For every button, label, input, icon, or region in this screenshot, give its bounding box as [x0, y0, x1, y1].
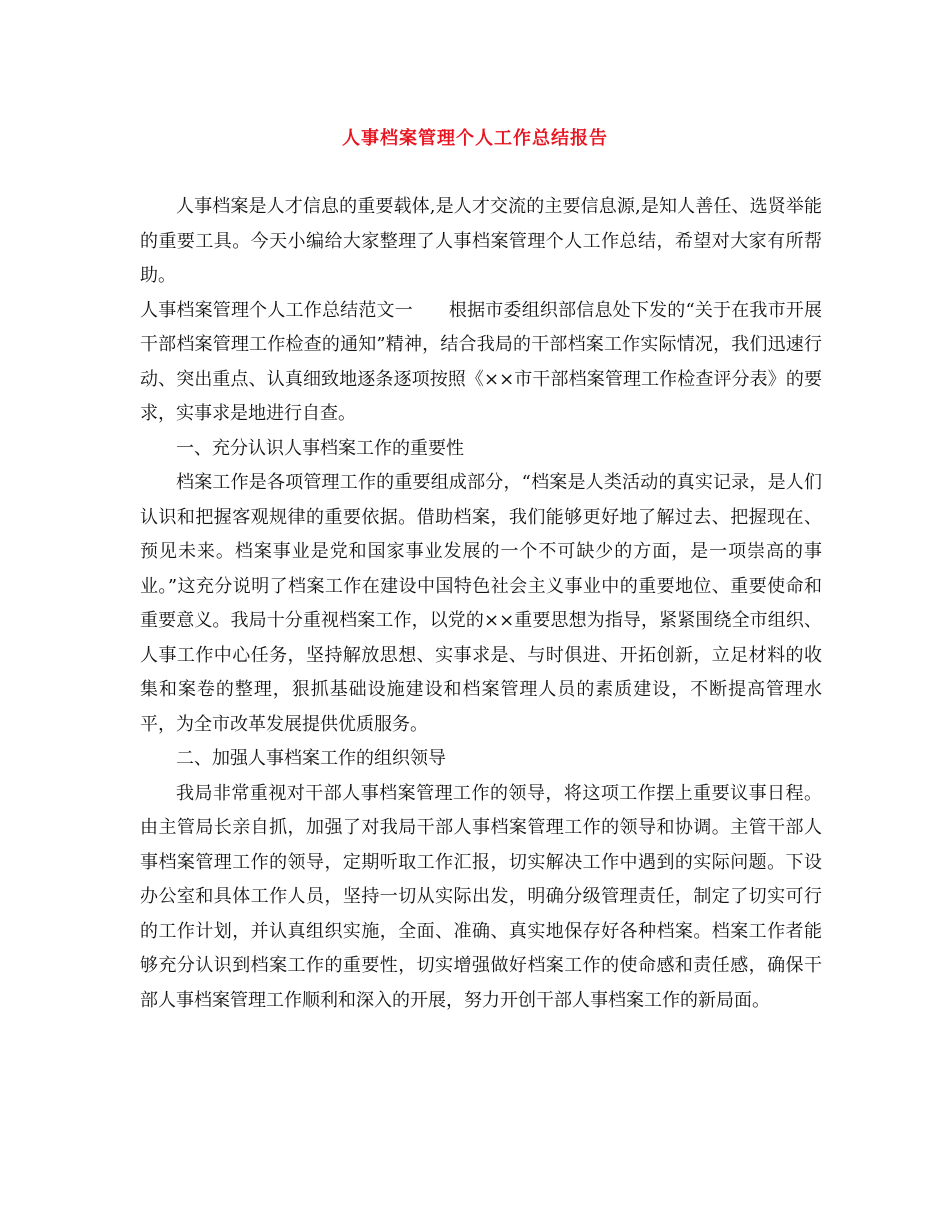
- example-title: 人事档案管理个人工作总结范文一: [140, 299, 413, 321]
- example-body: 根据市委组织部信息处下发的“关于在我市开展干部档案管理工作检查的通知”精神，结合我局的干部档案工作实际情况，我们迅速行动、突出重点、认真细致地逐条逐项按照《××市干部档案管理工作检查评分表》的要求，实事求是地进行自查。: [140, 299, 823, 424]
- section2-heading: 二、加强人事档案工作的组织领导: [176, 748, 446, 769]
- example-paragraph: [140, 294, 822, 432]
- section1-paragraph: 档案工作是各项管理工作的重要组成部分，“档案是人类活动的真实记录，是人们认识和把握客观规律的重要依据。借助档案，我们能够更好地了解过去、把握现在、预见未来。档案事业是党和国家事业发展的一个不可缺少的方面，是一项崇高的事业。”这充分说明了档案工作在建设中国特色社会主义事业中的重要地位、重要使命和重要意义。我局十分重视档案工作，以党的××重要思想为指导，紧紧围绕全市组织、人事工作中心任务，坚持解放思想、实事求是、与时俱进、开拓创新，立足材料的收集和案卷的整理，狠抓基础设施建设和档案管理人员的素质建设，不断提高管理水平，为全市改革发展提供优质服务。: [140, 472, 822, 735]
- document-body: [140, 190, 822, 1018]
- section2-paragraph: 我局非常重视对干部人事档案管理工作的领导，将这项工作摆上重要议事日程。由主管局长亲自抓，加强了对我局干部人事档案管理工作的领导和协调。主管干部人事档案管理工作的领导，定期听取工作汇报，切实解决工作中遇到的实际问题。下设办公室和具体工作人员，坚持一切从实际出发，明确分级管理责任，制定了切实可行的工作计划，并认真组织实施，全面、准确、真实地保存好各种档案。档案工作者能够充分认识到档案工作的重要性，切实增强做好档案工作的使命感和责任感，确保干部人事档案管理工作顺利和深入的开展，努力开创干部人事档案工作的新局面。: [140, 782, 822, 1011]
- section1-heading: 一、充分认识人事档案工作的重要性: [176, 437, 464, 459]
- intro-paragraph: 人事档案是人才信息的重要载体,是人才交流的主要信息源,是知人善任、选贤举能的重要工具。今天小编给大家整理了人事档案管理个人工作总结，希望对大家有所帮助。: [140, 196, 822, 286]
- document-title: 人事档案管理个人工作总结报告: [342, 128, 608, 149]
